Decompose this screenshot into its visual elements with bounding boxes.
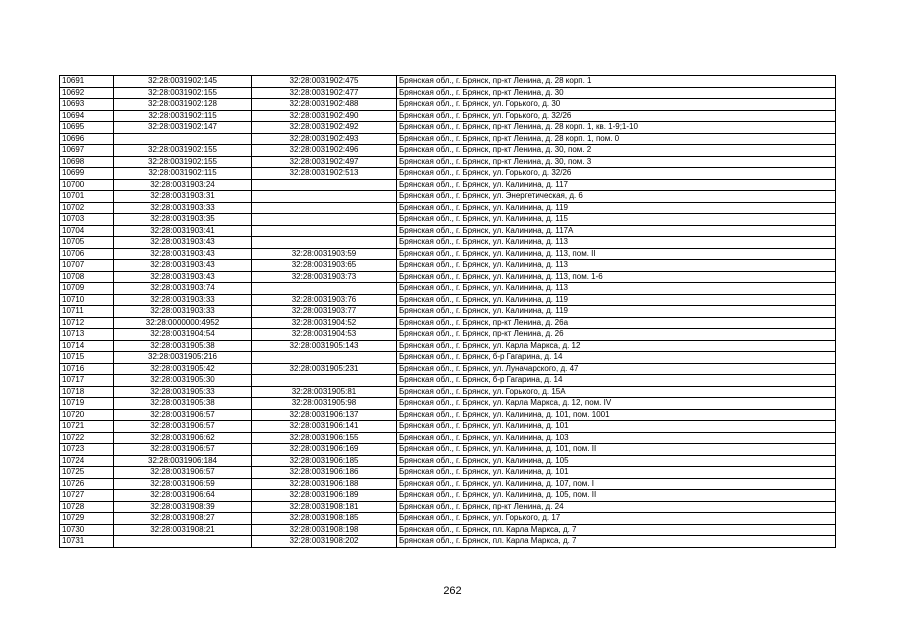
row-number-cell: 10730 [60, 524, 114, 536]
object-cadastral-number-cell: 32:28:0031902:490 [252, 110, 397, 122]
table-row [60, 76, 836, 88]
table-row [60, 501, 836, 513]
cadastral-number-cell: 32:28:0031903:33 [114, 202, 252, 214]
address-cell: Брянская обл., г. Брянск, ул. Калинина, д. 105, пом. II [397, 490, 836, 502]
row-number-cell: 10704 [60, 225, 114, 237]
address-cell: Брянская обл., г. Брянск, ул. Калинина, д. 101, пом. 1001 [397, 409, 836, 421]
address-cell: Брянская обл., г. Брянск, ул. Горького, д. 30 [397, 99, 836, 111]
object-cadastral-number-cell: 32:28:0031906:155 [252, 432, 397, 444]
cadastral-number-cell: 32:28:0031905:38 [114, 398, 252, 410]
cadastral-number-cell: 32:28:0031906:184 [114, 455, 252, 467]
table-row [60, 490, 836, 502]
object-cadastral-number-cell: 32:28:0031905:231 [252, 363, 397, 375]
object-cadastral-number-cell: 32:28:0031903:65 [252, 260, 397, 272]
object-cadastral-number-cell: 32:28:0031903:59 [252, 248, 397, 260]
address-cell: Брянская обл., г. Брянск, ул. Горького, д. 32/26 [397, 168, 836, 180]
cadastral-number-cell: 32:28:0031902:115 [114, 110, 252, 122]
object-cadastral-number-cell: 32:28:0031905:81 [252, 386, 397, 398]
object-cadastral-number-cell: 32:28:0031908:181 [252, 501, 397, 513]
object-cadastral-number-cell: 32:28:0031906:185 [252, 455, 397, 467]
table-row [60, 156, 836, 168]
table-row [60, 398, 836, 410]
address-cell: Брянская обл., г. Брянск, пр-кт Ленина, д. 28 корп. 1, кв. 1-9;1-10 [397, 122, 836, 134]
cadastral-number-cell [114, 133, 252, 145]
table-row [60, 271, 836, 283]
address-cell: Брянская обл., г. Брянск, ул. Калинина, д. 117А [397, 225, 836, 237]
row-number-cell: 10691 [60, 76, 114, 88]
row-number-cell: 10703 [60, 214, 114, 226]
row-number-cell: 10722 [60, 432, 114, 444]
object-cadastral-number-cell: 32:28:0031902:493 [252, 133, 397, 145]
row-number-cell: 10696 [60, 133, 114, 145]
cadastral-number-cell: 32:28:0031908:39 [114, 501, 252, 513]
object-cadastral-number-cell [252, 214, 397, 226]
object-cadastral-number-cell: 32:28:0031903:77 [252, 306, 397, 318]
row-number-cell: 10717 [60, 375, 114, 387]
table-row [60, 432, 836, 444]
object-cadastral-number-cell: 32:28:0031902:488 [252, 99, 397, 111]
row-number-cell: 10694 [60, 110, 114, 122]
address-cell: Брянская обл., г. Брянск, ул. Горького, д. 32/26 [397, 110, 836, 122]
cadastral-number-cell: 32:28:0031906:59 [114, 478, 252, 490]
row-number-cell: 10706 [60, 248, 114, 260]
row-number-cell: 10693 [60, 99, 114, 111]
object-cadastral-number-cell: 32:28:0031905:143 [252, 340, 397, 352]
table-row [60, 340, 836, 352]
address-cell: Брянская обл., г. Брянск, ул. Калинина, д. 113 [397, 260, 836, 272]
object-cadastral-number-cell: 32:28:0031908:198 [252, 524, 397, 536]
table-row [60, 363, 836, 375]
object-cadastral-number-cell: 32:28:0031908:185 [252, 513, 397, 525]
object-cadastral-number-cell [252, 375, 397, 387]
object-cadastral-number-cell: 32:28:0031904:52 [252, 317, 397, 329]
object-cadastral-number-cell: 32:28:0031906:169 [252, 444, 397, 456]
address-cell: Брянская обл., г. Брянск, ул. Калинина, д. 101 [397, 467, 836, 479]
address-cell: Брянская обл., г. Брянск, пр-кт Ленина, д. 30, пом. 3 [397, 156, 836, 168]
address-cell: Брянская обл., г. Брянск, пр-кт Ленина, д. 26а [397, 317, 836, 329]
row-number-cell: 10727 [60, 490, 114, 502]
object-cadastral-number-cell: 32:28:0031906:137 [252, 409, 397, 421]
address-cell: Брянская обл., г. Брянск, б-р Гагарина, д. 14 [397, 375, 836, 387]
cadastral-number-cell: 32:28:0031908:21 [114, 524, 252, 536]
address-cell: Брянская обл., г. Брянск, пл. Карла Маркса, д. 7 [397, 524, 836, 536]
address-cell: Брянская обл., г. Брянск, ул. Калинина, д. 113 [397, 237, 836, 249]
row-number-cell: 10721 [60, 421, 114, 433]
address-cell: Брянская обл., г. Брянск, ул. Карла Маркса, д. 12 [397, 340, 836, 352]
cadastral-number-cell: 32:28:0031905:216 [114, 352, 252, 364]
table-row [60, 133, 836, 145]
table-row [60, 260, 836, 272]
table-row [60, 478, 836, 490]
cadastral-number-cell [114, 536, 252, 548]
address-cell: Брянская обл., г. Брянск, пр-кт Ленина, д. 28 корп. 1 [397, 76, 836, 88]
cadastral-number-cell: 32:28:0031906:57 [114, 444, 252, 456]
cadastral-number-cell: 32:28:0031906:57 [114, 421, 252, 433]
row-number-cell: 10692 [60, 87, 114, 99]
cadastral-number-cell: 32:28:0000000:4952 [114, 317, 252, 329]
object-cadastral-number-cell [252, 283, 397, 295]
row-number-cell: 10726 [60, 478, 114, 490]
cadastral-number-cell: 32:28:0031903:74 [114, 283, 252, 295]
table-row [60, 145, 836, 157]
row-number-cell: 10729 [60, 513, 114, 525]
row-number-cell: 10716 [60, 363, 114, 375]
row-number-cell: 10711 [60, 306, 114, 318]
table-row [60, 306, 836, 318]
cadastral-number-cell: 32:28:0031903:33 [114, 306, 252, 318]
address-cell: Брянская обл., г. Брянск, ул. Калинина, д. 113 [397, 283, 836, 295]
table-row [60, 329, 836, 341]
row-number-cell: 10720 [60, 409, 114, 421]
object-cadastral-number-cell: 32:28:0031902:513 [252, 168, 397, 180]
object-cadastral-number-cell [252, 225, 397, 237]
page-number: 262 [443, 585, 462, 597]
address-cell: Брянская обл., г. Брянск, пр-кт Ленина, д. 26 [397, 329, 836, 341]
row-number-cell: 10728 [60, 501, 114, 513]
object-cadastral-number-cell: 32:28:0031906:186 [252, 467, 397, 479]
table-row [60, 122, 836, 134]
row-number-cell: 10731 [60, 536, 114, 548]
cadastral-number-cell: 32:28:0031902:115 [114, 168, 252, 180]
table-row [60, 191, 836, 203]
table-row [60, 99, 836, 111]
table-row [60, 179, 836, 191]
address-cell: Брянская обл., г. Брянск, ул. Калинина, д. 107, пом. I [397, 478, 836, 490]
row-number-cell: 10700 [60, 179, 114, 191]
address-cell: Брянская обл., г. Брянск, б-р Гагарина, д. 14 [397, 352, 836, 364]
object-cadastral-number-cell: 32:28:0031905:98 [252, 398, 397, 410]
cadastral-number-cell: 32:28:0031903:43 [114, 260, 252, 272]
table-row [60, 294, 836, 306]
cadastral-number-cell: 32:28:0031905:38 [114, 340, 252, 352]
row-number-cell: 10725 [60, 467, 114, 479]
table-row [60, 283, 836, 295]
cadastral-number-cell: 32:28:0031906:62 [114, 432, 252, 444]
row-number-cell: 10710 [60, 294, 114, 306]
row-number-cell: 10695 [60, 122, 114, 134]
row-number-cell: 10702 [60, 202, 114, 214]
object-cadastral-number-cell: 32:28:0031902:496 [252, 145, 397, 157]
address-cell: Брянская обл., г. Брянск, ул. Карла Маркса, д. 12, пом. IV [397, 398, 836, 410]
object-cadastral-number-cell: 32:28:0031908:202 [252, 536, 397, 548]
address-cell: Брянская обл., г. Брянск, ул. Калинина, д. 119 [397, 202, 836, 214]
cadastral-number-cell: 32:28:0031904:54 [114, 329, 252, 341]
registry-table-body [60, 76, 836, 548]
address-cell: Брянская обл., г. Брянск, ул. Калинина, д. 105 [397, 455, 836, 467]
row-number-cell: 10718 [60, 386, 114, 398]
table-row [60, 352, 836, 364]
table-row [60, 409, 836, 421]
table-row [60, 375, 836, 387]
object-cadastral-number-cell: 32:28:0031902:492 [252, 122, 397, 134]
address-cell: Брянская обл., г. Брянск, ул. Горького, д. 15А [397, 386, 836, 398]
table-row [60, 386, 836, 398]
object-cadastral-number-cell: 32:28:0031902:475 [252, 76, 397, 88]
row-number-cell: 10709 [60, 283, 114, 295]
table-row [60, 168, 836, 180]
cadastral-number-cell: 32:28:0031903:24 [114, 179, 252, 191]
row-number-cell: 10715 [60, 352, 114, 364]
object-cadastral-number-cell: 32:28:0031902:477 [252, 87, 397, 99]
row-number-cell: 10712 [60, 317, 114, 329]
address-cell: Брянская обл., г. Брянск, ул. Калинина, д. 113, пом. 1-6 [397, 271, 836, 283]
table-row [60, 248, 836, 260]
row-number-cell: 10719 [60, 398, 114, 410]
address-cell: Брянская обл., г. Брянск, ул. Калинина, д. 101, пом. II [397, 444, 836, 456]
table-row [60, 110, 836, 122]
cadastral-number-cell: 32:28:0031902:145 [114, 76, 252, 88]
registry-table [59, 75, 836, 548]
table-row [60, 536, 836, 548]
address-cell: Брянская обл., г. Брянск, пр-кт Ленина, д. 30, пом. 2 [397, 145, 836, 157]
cadastral-number-cell: 32:28:0031905:33 [114, 386, 252, 398]
object-cadastral-number-cell [252, 202, 397, 214]
address-cell: Брянская обл., г. Брянск, пр-кт Ленина, д. 28 корп. 1, пом. 0 [397, 133, 836, 145]
cadastral-number-cell: 32:28:0031902:155 [114, 145, 252, 157]
table-row [60, 444, 836, 456]
cadastral-number-cell: 32:28:0031903:43 [114, 271, 252, 283]
address-cell: Брянская обл., г. Брянск, ул. Горького, д. 17 [397, 513, 836, 525]
address-cell: Брянская обл., г. Брянск, пр-кт Ленина, д. 24 [397, 501, 836, 513]
table-row [60, 421, 836, 433]
table-row [60, 87, 836, 99]
row-number-cell: 10708 [60, 271, 114, 283]
table-row [60, 513, 836, 525]
address-cell: Брянская обл., г. Брянск, пр-кт Ленина, д. 30 [397, 87, 836, 99]
row-number-cell: 10714 [60, 340, 114, 352]
table-row [60, 524, 836, 536]
address-cell: Брянская обл., г. Брянск, ул. Энергетическая, д. 6 [397, 191, 836, 203]
address-cell: Брянская обл., г. Брянск, пл. Карла Маркса, д. 7 [397, 536, 836, 548]
row-number-cell: 10697 [60, 145, 114, 157]
object-cadastral-number-cell: 32:28:0031906:141 [252, 421, 397, 433]
cadastral-number-cell: 32:28:0031906:64 [114, 490, 252, 502]
cadastral-number-cell: 32:28:0031906:57 [114, 467, 252, 479]
cadastral-number-cell: 32:28:0031903:41 [114, 225, 252, 237]
table-row [60, 202, 836, 214]
row-number-cell: 10707 [60, 260, 114, 272]
object-cadastral-number-cell [252, 237, 397, 249]
address-cell: Брянская обл., г. Брянск, ул. Калинина, д. 119 [397, 306, 836, 318]
row-number-cell: 10698 [60, 156, 114, 168]
address-cell: Брянская обл., г. Брянск, ул. Калинина, д. 119 [397, 294, 836, 306]
object-cadastral-number-cell: 32:28:0031903:73 [252, 271, 397, 283]
cadastral-number-cell: 32:28:0031906:57 [114, 409, 252, 421]
cadastral-number-cell: 32:28:0031905:30 [114, 375, 252, 387]
object-cadastral-number-cell: 32:28:0031902:497 [252, 156, 397, 168]
object-cadastral-number-cell [252, 352, 397, 364]
object-cadastral-number-cell: 32:28:0031906:189 [252, 490, 397, 502]
cadastral-number-cell: 32:28:0031902:155 [114, 156, 252, 168]
table-row [60, 317, 836, 329]
cadastral-number-cell: 32:28:0031903:31 [114, 191, 252, 203]
cadastral-number-cell: 32:28:0031903:35 [114, 214, 252, 226]
row-number-cell: 10705 [60, 237, 114, 249]
address-cell: Брянская обл., г. Брянск, ул. Калинина, д. 117 [397, 179, 836, 191]
object-cadastral-number-cell: 32:28:0031904:53 [252, 329, 397, 341]
row-number-cell: 10699 [60, 168, 114, 180]
address-cell: Брянская обл., г. Брянск, ул. Калинина, д. 113, пом. II [397, 248, 836, 260]
cadastral-number-cell: 32:28:0031902:155 [114, 87, 252, 99]
object-cadastral-number-cell [252, 191, 397, 203]
address-cell: Брянская обл., г. Брянск, ул. Калинина, д. 103 [397, 432, 836, 444]
row-number-cell: 10713 [60, 329, 114, 341]
row-number-cell: 10724 [60, 455, 114, 467]
cadastral-number-cell: 32:28:0031908:27 [114, 513, 252, 525]
table-row [60, 455, 836, 467]
cadastral-number-cell: 32:28:0031902:147 [114, 122, 252, 134]
table-row [60, 237, 836, 249]
object-cadastral-number-cell: 32:28:0031906:188 [252, 478, 397, 490]
address-cell: Брянская обл., г. Брянск, ул. Луначарского, д. 47 [397, 363, 836, 375]
row-number-cell: 10701 [60, 191, 114, 203]
object-cadastral-number-cell: 32:28:0031903:76 [252, 294, 397, 306]
row-number-cell: 10723 [60, 444, 114, 456]
address-cell: Брянская обл., г. Брянск, ул. Калинина, д. 115 [397, 214, 836, 226]
cadastral-number-cell: 32:28:0031903:43 [114, 248, 252, 260]
cadastral-number-cell: 32:28:0031903:33 [114, 294, 252, 306]
table-row [60, 467, 836, 479]
cadastral-number-cell: 32:28:0031903:43 [114, 237, 252, 249]
table-row [60, 225, 836, 237]
cadastral-number-cell: 32:28:0031905:42 [114, 363, 252, 375]
table-row [60, 214, 836, 226]
object-cadastral-number-cell [252, 179, 397, 191]
address-cell: Брянская обл., г. Брянск, ул. Калинина, д. 101 [397, 421, 836, 433]
cadastral-number-cell: 32:28:0031902:128 [114, 99, 252, 111]
